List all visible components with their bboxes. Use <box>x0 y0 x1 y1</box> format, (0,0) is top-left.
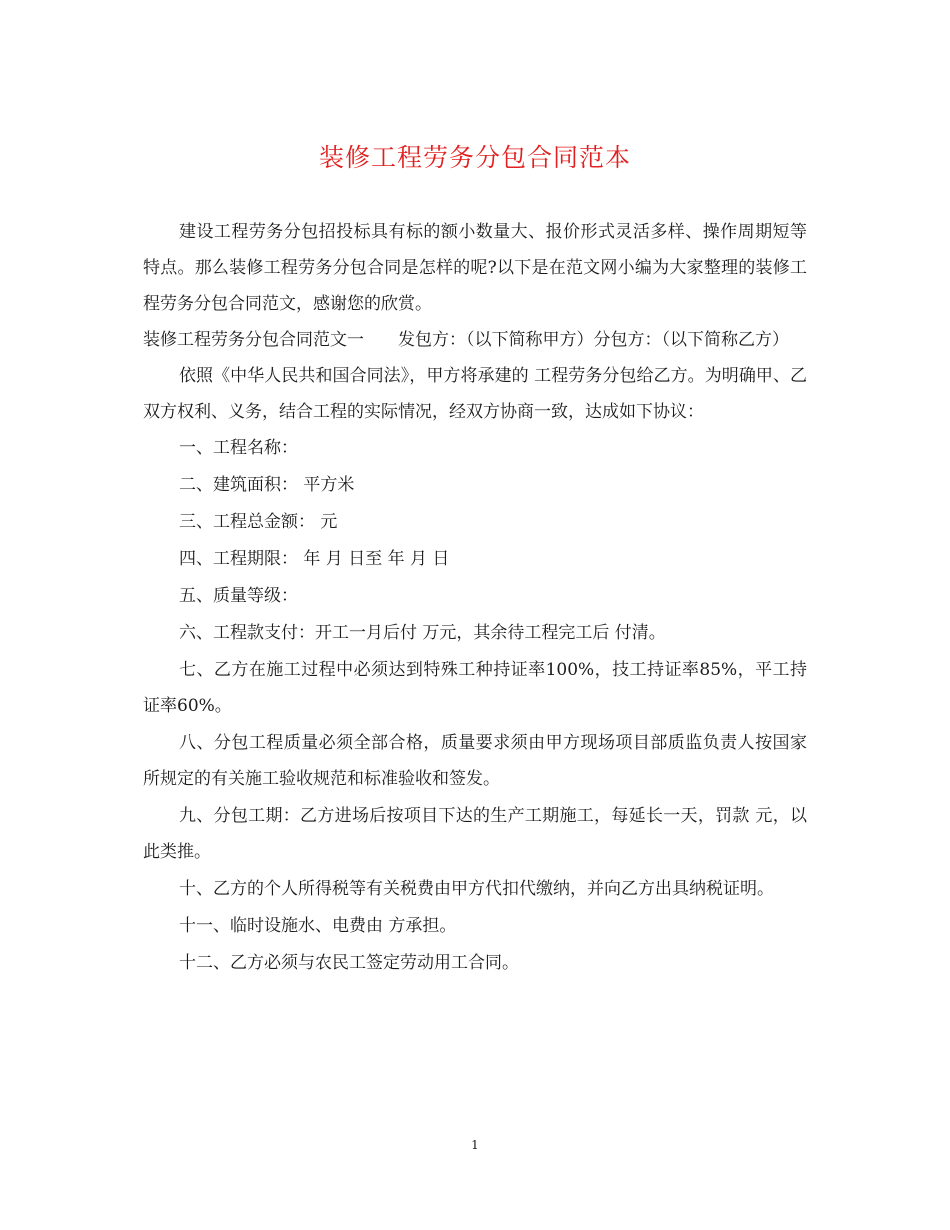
clause-item: 十、乙方的个人所得税等有关税费由甲方代扣代缴纳，并向乙方出具纳税证明。 <box>179 879 774 899</box>
clause-item: 九、分包工期：乙方进场后按项目下达的生产工期施工，每延长一天，罚款 元，以此类推。 <box>143 806 807 862</box>
intro-paragraph: 建设工程劳务分包招投标具有标的额小数量大、报价形式灵活多样、操作周期短等特点。那么装修工程劳务分包合同是怎样的呢?以下是在范文网小编为大家整理的装修工程劳务分包合同范文，感谢您的欣赏。 <box>143 222 807 314</box>
page-number: 1 <box>471 1138 479 1152</box>
clause-item: 三、工程总金额： 元 <box>179 512 338 532</box>
clause-item: 六、工程款支付：开工一月后付 万元，其余待工程完工后 付清。 <box>179 623 666 643</box>
clause-item: 七、乙方在施工过程中必须达到特殊工种持证率100%，技工持证率85%，平工持证率60%。 <box>143 660 807 716</box>
clause-item: 八、分包工程质量必须全部合格，质量要求须由甲方现场项目部质监负责人按国家所规定的有关施工验收规范和标准验收和签发。 <box>143 733 807 789</box>
clause-item: 十一、临时设施水、电费由 方承担。 <box>179 916 457 936</box>
clause-item: 四、工程期限： 年 月 日至 年 月 日 <box>179 549 450 569</box>
document-body <box>143 214 807 982</box>
clause-item: 二、建筑面积： 平方米 <box>179 475 355 495</box>
document-title: 装修工程劳务分包合同范本 <box>318 143 631 172</box>
clause-item: 五、质量等级： <box>179 586 298 606</box>
clause-item: 十二、乙方必须与农民工签定劳动用工合同。 <box>179 953 519 973</box>
clause-item: 一、工程名称： <box>179 438 298 458</box>
preamble-paragraph: 依照《中华人民共和国合同法》，甲方将承建的 工程劳务分包给乙方。为明确甲、乙双方权利、义务，结合工程的实际情况，经双方协商一致，达成如下协议： <box>143 366 807 422</box>
section-heading: 装修工程劳务分包合同范文一 发包方：（以下简称甲方）分包方：（以下简称乙方） <box>143 330 789 350</box>
